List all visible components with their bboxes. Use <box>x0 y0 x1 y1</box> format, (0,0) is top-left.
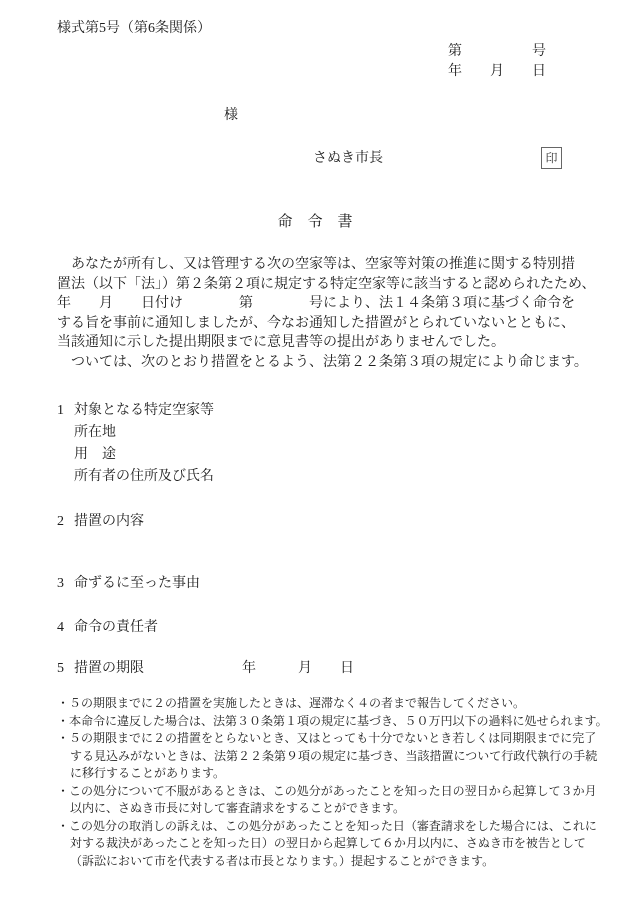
item-5-date-blank: 年 月 日 <box>144 661 354 676</box>
paragraph-line: 置法（以下「法」）第２条第２項に規定する特定空家等に該当すると認められたため、 <box>57 276 596 292</box>
note-line: ・本命令に違反した場合は、法第３０条第１項の規定に基づき、５０万円以下の過料に処せられます。 <box>57 713 608 728</box>
item-number: 2 <box>57 514 64 529</box>
notes-section <box>57 695 608 870</box>
note-line: （訴訟において市を代表する者は市長となります。）提起することができます。 <box>70 853 495 868</box>
item-number: 3 <box>57 576 64 591</box>
note-line: に移行することがあります。 <box>70 766 226 780</box>
note-line: 以内に、さぬき市長に対して審査請求をすることができます。 <box>70 801 406 815</box>
body-paragraph-2: ついては、次のとおり措置をとるよう、法第２２条第３項の規定により命じます。 <box>57 354 588 370</box>
item-label: 対象となる特定空家等 <box>74 403 214 418</box>
doc-number-line: 第 号 <box>448 44 546 59</box>
list-item-1 <box>57 400 573 422</box>
list-item-4 <box>57 617 573 639</box>
issuer-name: さぬき市長 <box>313 151 383 166</box>
recipient-row <box>57 106 573 126</box>
paragraph-line: する旨を事前に通知しましたが、今なお通知した措置がとられていないとともに、 <box>57 315 575 331</box>
note-line: ・この処分について不服があるときは、この処分があったことを知った日の翌日から起算して３か月 <box>57 783 597 798</box>
paragraph-line: あなたが所有し、又は管理する次の空家等は、空家等対策の推進に関する特別措 <box>57 257 575 272</box>
note-line: ・５の期限までに２の措置をとらないとき、又はとっても十分でないとき若しくは同期限までに完了 <box>57 731 597 745</box>
item-number: 1 <box>57 403 64 418</box>
item-list <box>57 400 573 680</box>
item-number: 4 <box>57 620 64 635</box>
body-paragraph-1 <box>57 255 596 372</box>
recipient-honorific: 様 <box>224 108 238 123</box>
item-label: 命ずるに至った事由 <box>74 576 200 591</box>
item-label: 命令の責任者 <box>74 620 158 635</box>
list-item-2 <box>57 511 573 533</box>
issuer-row <box>57 148 573 169</box>
item-1-sub-list <box>57 422 573 488</box>
note-line: ・５の期限までに２の措置を実施したときは、遅滞なく４の者まで報告してください。 <box>57 696 526 710</box>
item-label: 措置の内容 <box>74 514 144 529</box>
item-label: 措置の期限 <box>74 661 144 676</box>
paragraph-line: 年 月 日付け 第 号により、法１４条第３項に基づく命令を <box>57 296 575 311</box>
item-number: 5 <box>57 661 64 676</box>
paragraph-line: 当該通知に示した提出期限までに意見書等の提出がありませんでした。 <box>57 335 505 350</box>
list-item-3 <box>57 573 573 595</box>
sub-item-owner: 所有者の住所及び氏名 <box>74 469 214 484</box>
note-line: する見込みがないときは、法第２２条第９項の規定に基づき、当該措置について行政代執行の手続 <box>70 748 598 763</box>
form-number: 様式第5号（第6条関係） <box>57 21 211 36</box>
seal-placeholder-icon: 印 <box>541 147 562 169</box>
note-line: 対する裁決があったことを知った日）の翌日から起算して６か月以内に、さぬき市を被告として <box>70 836 586 850</box>
page-title: 命 令 書 <box>277 214 353 230</box>
doc-number-block <box>448 42 573 82</box>
sub-item-usage: 用 途 <box>74 447 116 462</box>
list-item-5 <box>57 658 573 680</box>
sub-item-location: 所在地 <box>74 425 116 440</box>
note-line: ・この処分の取消しの訴えは、この処分があったことを知った日（審査請求をした場合には、これに <box>57 818 597 833</box>
issue-date-line: 年 月 日 <box>448 64 546 79</box>
